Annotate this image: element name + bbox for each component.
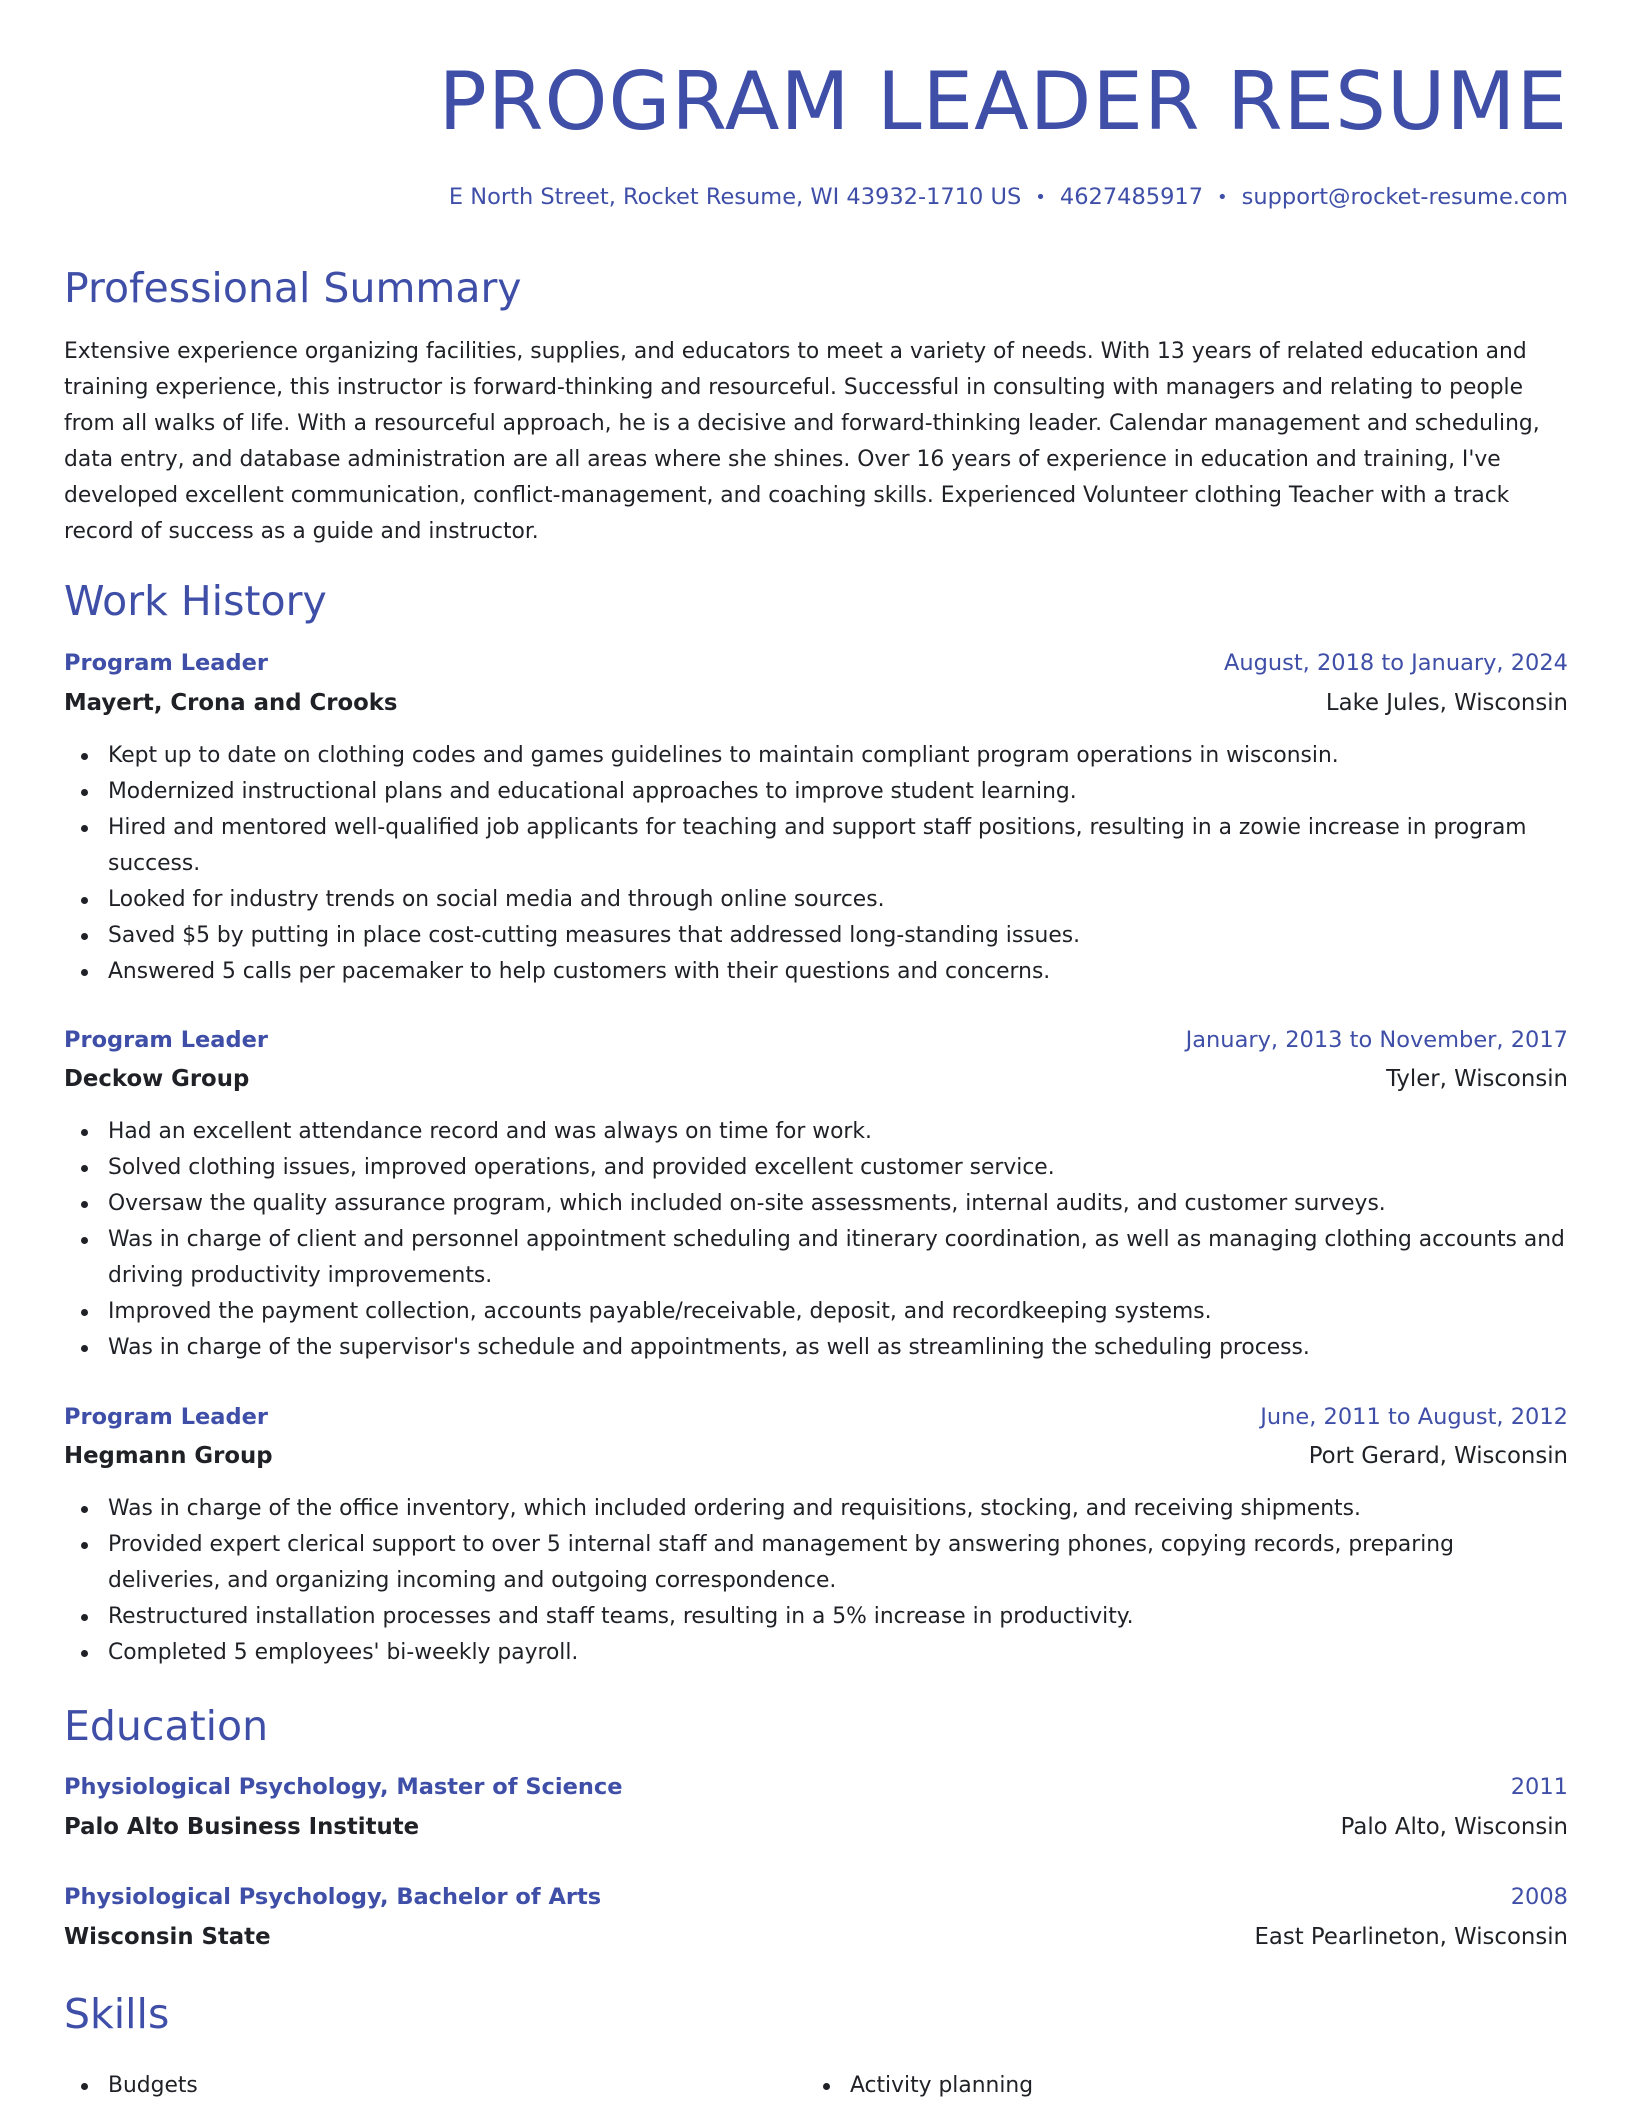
education-2-header	[64, 1880, 1568, 1914]
job-2-header	[64, 1023, 1568, 1057]
list-item: Had an excellent attendance record and was always on time for work.	[64, 1114, 1568, 1150]
job-role: Program Leader	[64, 1027, 268, 1053]
list-item: Modernized instructional plans and educational approaches to improve student learning.	[64, 774, 1568, 810]
job-location: Port Gerard, Wisconsin	[1308, 1443, 1568, 1469]
contact-line	[449, 180, 1568, 215]
list-item: Hired and mentored well-qualified job applicants for teaching and support staff positions, resulting in a zowie increase in program success.	[64, 810, 1568, 882]
resume-title: PROGRAM LEADER RESUME	[438, 55, 1568, 148]
job-company: Hegmann Group	[64, 1443, 273, 1469]
contact-separator: •	[1035, 187, 1046, 208]
job-3-bullets	[64, 1491, 1568, 1671]
contact-phone: 4627485917	[1059, 184, 1204, 210]
education-school: Wisconsin State	[64, 1924, 271, 1950]
education-degree: Physiological Psychology, Bachelor of Arts	[64, 1884, 602, 1910]
list-item: Improved the payment collection, accounts payable/receivable, deposit, and recordkeeping systems.	[64, 1294, 1568, 1330]
contact-separator: •	[1217, 187, 1228, 208]
education-2-subheader	[64, 1920, 1568, 1954]
job-dates: June, 2011 to August, 2012	[1260, 1404, 1568, 1430]
job-location: Lake Jules, Wisconsin	[1325, 690, 1568, 716]
education-year: 2011	[1510, 1774, 1568, 1800]
work-history-heading: Work History	[64, 577, 327, 625]
job-location: Tyler, Wisconsin	[1386, 1066, 1568, 1092]
education-location: Palo Alto, Wisconsin	[1340, 1814, 1568, 1840]
education-degree: Physiological Psychology, Master of Science	[64, 1774, 623, 1800]
education-school: Palo Alto Business Institute	[64, 1814, 420, 1840]
job-2-subheader	[64, 1062, 1568, 1096]
education-1-subheader	[64, 1810, 1568, 1844]
contact-address: E North Street, Rocket Resume, WI 43932-1710 US	[448, 184, 1022, 210]
skills-heading: Skills	[64, 1990, 170, 2038]
job-3-subheader	[64, 1439, 1568, 1473]
list-item: Completed 5 employees' bi-weekly payroll.	[64, 1635, 1568, 1671]
job-role: Program Leader	[64, 1404, 268, 1430]
list-item: Answered 5 calls per pacemaker to help customers with their questions and concerns.	[64, 954, 1568, 990]
resume-page	[64, 0, 1568, 2112]
education-heading: Education	[64, 1702, 269, 1750]
job-1-subheader	[64, 686, 1568, 720]
job-role: Program Leader	[64, 650, 268, 676]
education-location: East Pearlineton, Wisconsin	[1254, 1924, 1568, 1950]
list-item: Provided expert clerical support to over 5 internal staff and management by answering phones, copying records, preparing deliveries, and organizing incoming and outgoing correspondence.	[64, 1527, 1568, 1599]
skill-item: Activity planning	[806, 2068, 1506, 2104]
education-1-header	[64, 1770, 1568, 1804]
summary-heading: Professional Summary	[64, 264, 522, 312]
list-item: Solved clothing issues, improved operations, and provided excellent customer service.	[64, 1150, 1568, 1186]
education-year: 2008	[1510, 1884, 1568, 1910]
job-company: Deckow Group	[64, 1066, 250, 1092]
summary-text: Extensive experience organizing facilities, supplies, and educators to meet a variety of needs. With 13 years of related education and training experience, this instructor is forward-thinking and resourceful. Successful in consulting with managers and relating to people from all walks of life. With a resourceful approach, he is a decisive and forward-thinking leader. Calendar management and scheduling, data entry, and database administration are all areas where she shines. Over 16 years of experience in education and training, I've developed excellent communication, conflict-management, and coaching skills. Experienced Volunteer clothing Teacher with a track record of success as a guide and instructor.	[64, 339, 1540, 544]
list-item: Was in charge of the supervisor's schedule and appointments, as well as streamlining the scheduling process.	[64, 1330, 1568, 1366]
contact-email: support@rocket-resume.com	[1241, 184, 1568, 210]
job-1-header	[64, 646, 1568, 680]
skills-left-list	[64, 2068, 764, 2104]
list-item: Saved $5 by putting in place cost-cutting measures that addressed long-standing issues.	[64, 918, 1568, 954]
list-item: Restructured installation processes and staff teams, resulting in a 5% increase in productivity.	[64, 1599, 1568, 1635]
job-1-bullets	[64, 738, 1568, 990]
job-3-header	[64, 1400, 1568, 1434]
job-2-bullets	[64, 1114, 1568, 1366]
job-dates: January, 2013 to November, 2017	[1185, 1027, 1568, 1053]
list-item: Looked for industry trends on social media and through online sources.	[64, 882, 1568, 918]
list-item: Kept up to date on clothing codes and games guidelines to maintain compliant program operations in wisconsin.	[64, 738, 1568, 774]
list-item: Was in charge of client and personnel appointment scheduling and itinerary coordination, as well as managing clothing accounts and driving productivity improvements.	[64, 1222, 1568, 1294]
job-dates: August, 2018 to January, 2024	[1223, 650, 1568, 676]
list-item: Oversaw the quality assurance program, which included on-site assessments, internal audits, and customer surveys.	[64, 1186, 1568, 1222]
list-item: Was in charge of the office inventory, which included ordering and requisitions, stocking, and receiving shipments.	[64, 1491, 1568, 1527]
skills-right-list	[806, 2068, 1506, 2104]
skill-item: Budgets	[64, 2068, 764, 2104]
job-company: Mayert, Crona and Crooks	[64, 690, 398, 716]
